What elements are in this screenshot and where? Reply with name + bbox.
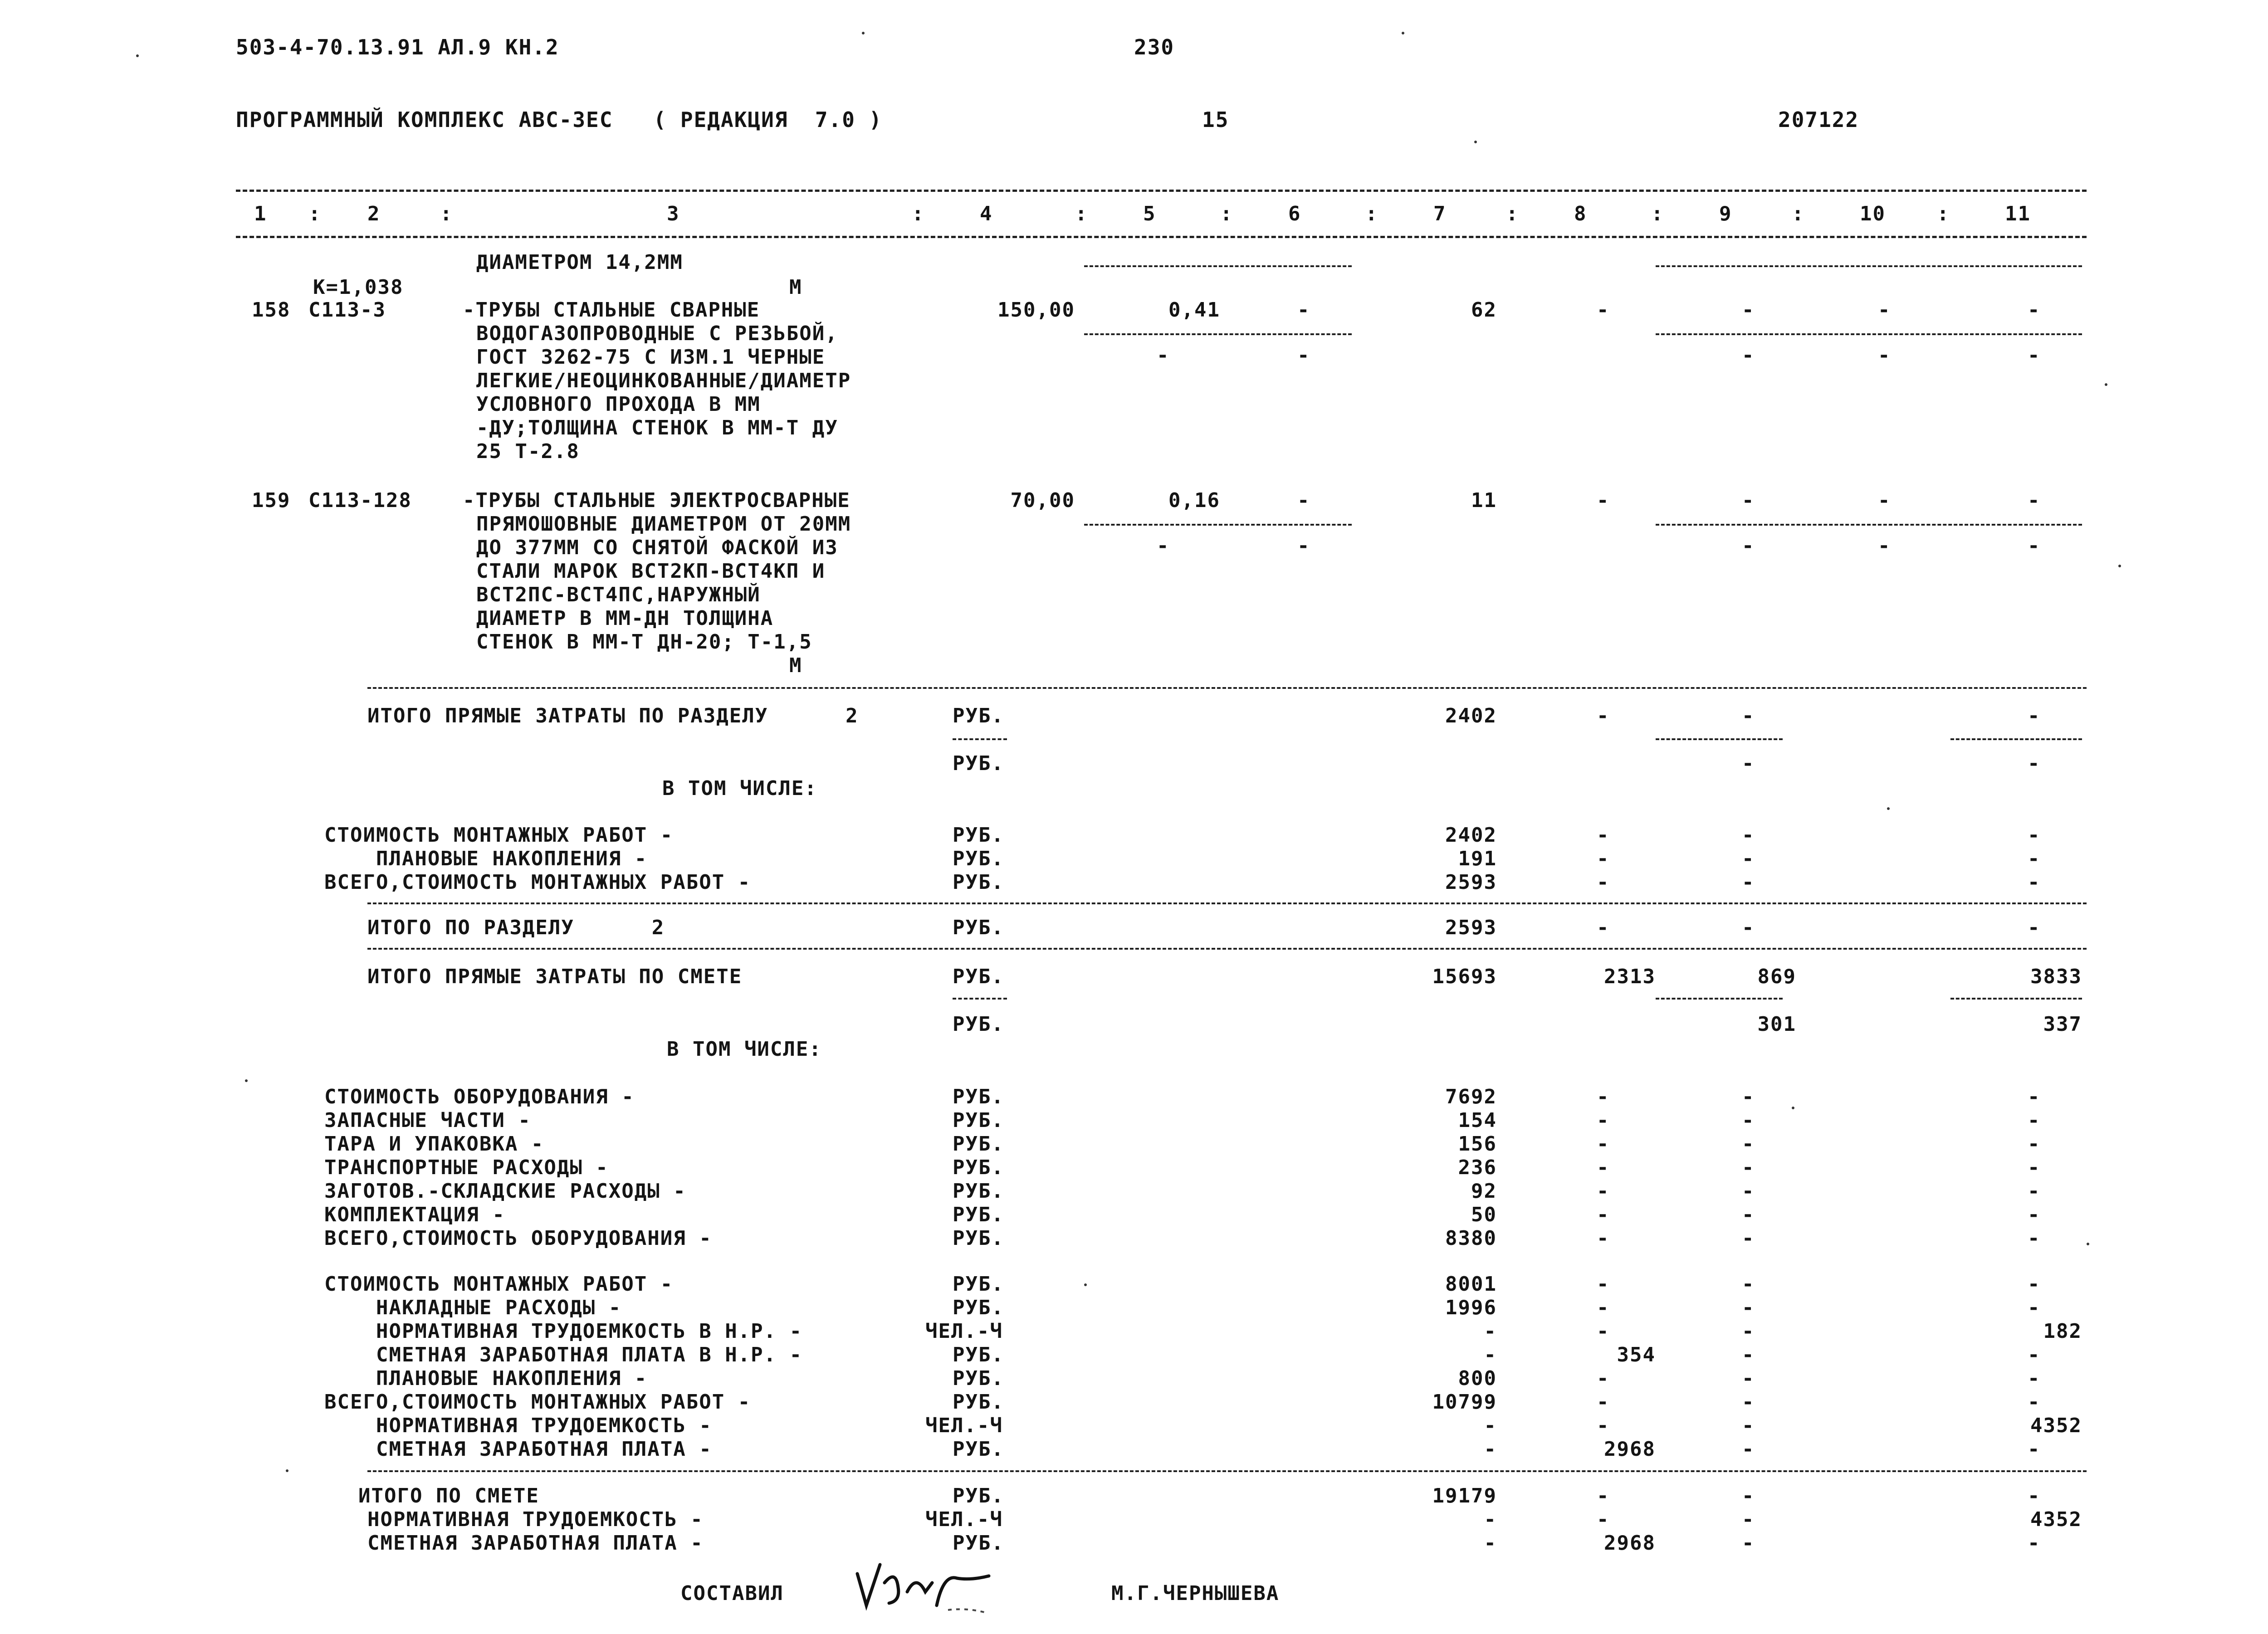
cell-value: 11 [1471, 489, 1497, 512]
unit-label: РУБ. [953, 1367, 1004, 1390]
unit-label: РУБ. [953, 704, 1004, 727]
cell-value: - [1597, 1085, 1610, 1108]
cell-value: - [2028, 1132, 2041, 1156]
cell-value: - [1742, 1156, 1755, 1179]
item-number: 158 [252, 298, 291, 322]
cell-value: - [1742, 871, 1755, 894]
row-label: НОРМАТИВНАЯ ТРУДОЕМКОСТЬ В Н.Р. - [324, 1320, 803, 1343]
cell-value: - [1597, 871, 1610, 894]
column-header: 5 [1143, 202, 1156, 225]
cell-value: - [1484, 1343, 1497, 1366]
column-header: 6 [1288, 202, 1301, 225]
cell-value: - [2028, 1438, 2041, 1461]
cell-value: - [1597, 1390, 1610, 1414]
unit-label: РУБ. [953, 847, 1004, 870]
section-rule [367, 948, 2087, 950]
column-separator: : [1220, 202, 1233, 225]
section-rule [367, 902, 2087, 904]
unit-label: ЧЕЛ.-Ч [925, 1414, 1003, 1437]
cell-value: - [1484, 1320, 1497, 1343]
doc-code: 503-4-70.13.91 АЛ.9 КН.2 [236, 35, 559, 59]
cell-value: - [2028, 1296, 2041, 1319]
cell-value: - [2028, 1180, 2041, 1203]
item-description-line: ЛЕГКИЕ/НЕОЦИНКОВАННЫЕ/ДИАМЕТР [476, 369, 851, 392]
item-description-line: СТАЛИ МАРОК ВСТ2КП-ВСТ4КП И [476, 560, 826, 583]
row-label: НОРМАТИВНАЯ ТРУДОЕМКОСТЬ - [367, 1508, 704, 1531]
column-header: 7 [1433, 202, 1447, 225]
scan-speck [136, 54, 139, 57]
cell-value: - [1597, 1508, 1610, 1531]
cell-value: - [1597, 489, 1610, 512]
unit-label: РУБ. [953, 1390, 1004, 1414]
cell-value: - [2028, 824, 2041, 847]
cell-value: 1996 [1445, 1296, 1497, 1319]
cell-value: - [1597, 1156, 1610, 1179]
unit-label: РУБ. [953, 1438, 1004, 1461]
cell-value: - [1597, 1273, 1610, 1296]
row-label: ТРАНСПОРТНЫЕ РАСХОДЫ - [324, 1156, 609, 1179]
row-label: ВСЕГО,СТОИМОСТЬ ОБОРУДОВАНИЯ - [324, 1227, 712, 1250]
cell-value: - [1742, 1085, 1755, 1108]
cell-value: - [2028, 847, 2041, 870]
unit-label: РУБ. [953, 1532, 1004, 1555]
item-description-line: УСЛОВНОГО ПРОХОДА В ММ [476, 393, 761, 416]
cell-value: 156 [1458, 1132, 1497, 1156]
unit-label: РУБ. [953, 1227, 1004, 1250]
cell-value: - [1742, 1320, 1755, 1343]
cell-value: - [1484, 1532, 1497, 1555]
coefficient: К=1,038 [313, 276, 404, 299]
including-label: В ТОМ ЧИСЛЕ: [662, 777, 817, 800]
unit-label: ЧЕЛ.-Ч [925, 1320, 1003, 1343]
cell-value: 800 [1458, 1367, 1497, 1390]
unit-label: РУБ. [953, 916, 1004, 939]
cell-rule [953, 738, 1007, 740]
column-separator: : [1651, 202, 1664, 225]
cell-value: - [1742, 1109, 1755, 1132]
cell-value: 2593 [1445, 916, 1497, 939]
item-description-line: -ТРУБЫ СТАЛЬНЫЕ СВАРНЫЕ [463, 298, 760, 322]
cell-value: - [1597, 1203, 1610, 1226]
cell-value: - [1742, 824, 1755, 847]
cell-value: - [2028, 1273, 2041, 1296]
cell-value: - [1597, 1109, 1610, 1132]
cell-value: 7692 [1445, 1085, 1497, 1108]
including-label: В ТОМ ЧИСЛЕ: [667, 1038, 822, 1061]
cell-rule [1950, 998, 2082, 1000]
cell-value: 354 [1617, 1343, 1656, 1366]
cell-value: - [2028, 1156, 2041, 1179]
row-label: ЗАГОТОВ.-СКЛАДСКИЕ РАСХОДЫ - [324, 1180, 686, 1203]
item-code: С113-3 [308, 298, 386, 322]
cell-value: - [1742, 1132, 1755, 1156]
cell-value: - [1597, 1132, 1610, 1156]
cell-value: 154 [1458, 1109, 1497, 1132]
cell-value: 337 [2043, 1013, 2082, 1036]
cell-value: - [1597, 824, 1610, 847]
item-quantity: 70,00 [1010, 489, 1075, 512]
item-number: 159 [252, 489, 291, 512]
cell-value: 301 [1757, 1013, 1796, 1036]
cell-rule [1656, 738, 1783, 740]
row-label: ТАРА И УПАКОВКА - [324, 1132, 544, 1156]
cell-value: - [2028, 1109, 2041, 1132]
cell-value: - [1742, 916, 1755, 939]
cell-value: - [2028, 704, 2041, 727]
cell-value: - [1597, 1227, 1610, 1250]
column-header: 1 [254, 202, 267, 225]
cell-value: - [2028, 916, 2041, 939]
cell-value: - [2028, 1390, 2041, 1414]
estimate-direct-label: ИТОГО ПРЯМЫЕ ЗАТРАТЫ ПО СМЕТЕ [367, 965, 743, 988]
cell-value: - [1297, 534, 1310, 557]
cell-value: 92 [1471, 1180, 1497, 1203]
unit-label: РУБ. [953, 1273, 1004, 1296]
compiler-name: М.Г.ЧЕРНЫШЕВА [1111, 1582, 1280, 1605]
item-description-line: -ДУ;ТОЛЩИНА СТЕНОК В ММ-Т ДУ [476, 416, 838, 439]
cell-value: - [1597, 847, 1610, 870]
row-label: ПЛАНОВЫЕ НАКОПЛЕНИЯ - [324, 1367, 648, 1390]
row-label: ИТОГО ПО СМЕТЕ [358, 1484, 539, 1507]
unit-label: РУБ. [953, 1343, 1004, 1366]
cell-value: - [1742, 534, 1755, 557]
cell-value: - [1597, 1484, 1610, 1507]
cell-value: - [1742, 1180, 1755, 1203]
scan-speck [1474, 141, 1477, 143]
cell-value: - [1742, 847, 1755, 870]
cell-value: 50 [1471, 1203, 1497, 1226]
item-description-line: ВСТ2ПС-ВСТ4ПС,НАРУЖНЫЙ [476, 583, 761, 606]
column-header: 9 [1719, 202, 1732, 225]
scan-speck [286, 1469, 288, 1472]
cell-value: - [1742, 1227, 1755, 1250]
unit-label: М [789, 276, 802, 299]
cell-value: - [1597, 916, 1610, 939]
column-separator: : [1365, 202, 1378, 225]
row-label: ВСЕГО,СТОИМОСТЬ МОНТАЖНЫХ РАБОТ - [324, 1390, 751, 1414]
unit-label: РУБ. [953, 871, 1004, 894]
column-header: 8 [1574, 202, 1587, 225]
column-header: 2 [367, 202, 381, 225]
column-separator: : [1937, 202, 1950, 225]
cell-value: 62 [1471, 298, 1497, 322]
cell-value: 4352 [2030, 1414, 2082, 1437]
item-description-line: ВОДОГАЗОПРОВОДНЫЕ С РЕЗЬБОЙ, [476, 322, 838, 345]
cell-value: 8001 [1445, 1273, 1497, 1296]
row-label: НАКЛАДНЫЕ РАСХОДЫ - [324, 1296, 622, 1319]
row-label: КОМПЛЕКТАЦИЯ - [324, 1203, 505, 1226]
cell-value: - [1484, 1508, 1497, 1531]
cell-value: - [1878, 298, 1891, 322]
unit-label: РУБ. [953, 1296, 1004, 1319]
cell-value: - [1742, 1414, 1755, 1437]
item-quantity: 150,00 [997, 298, 1075, 322]
row-label: ЗАПАСНЫЕ ЧАСТИ - [324, 1109, 531, 1132]
handwritten-signature-icon [853, 1556, 1043, 1624]
unit-label: РУБ. [953, 1109, 1004, 1132]
cell-value: - [1742, 1438, 1755, 1461]
scan-speck [2087, 1243, 2089, 1245]
scan-speck [245, 1079, 248, 1082]
unit-label: РУБ. [953, 1203, 1004, 1226]
cell-value: 236 [1458, 1156, 1497, 1179]
item-description-line: 25 Т-2.8 [476, 440, 580, 463]
unit-label: РУБ. [953, 1156, 1004, 1179]
unit-label: РУБ. [953, 752, 1004, 775]
cell-value: - [2028, 871, 2041, 894]
cell-value: - [1742, 344, 1755, 367]
section-rule [367, 1470, 2087, 1472]
sheet-number: 15 [1202, 107, 1229, 132]
row-label: СТОИМОСТЬ МОНТАЖНЫХ РАБОТ - [324, 1273, 674, 1296]
cell-value: - [1742, 1484, 1755, 1507]
cell-value: - [1742, 1296, 1755, 1319]
row-label: СМЕТНАЯ ЗАРАБОТНАЯ ПЛАТА - [367, 1532, 704, 1555]
continuation-text: ДИАМЕТРОМ 14,2ММ [476, 251, 683, 274]
cell-rule [1656, 524, 2082, 526]
cell-value: 19179 [1432, 1484, 1497, 1507]
item-description-line: ДО 377ММ СО СНЯТОЙ ФАСКОЙ ИЗ [476, 536, 838, 559]
cell-value: - [2028, 752, 2041, 775]
item-description-line: СТЕНОК В ММ-Т ДН-20; Т-1,5 [476, 630, 812, 654]
cell-rule [1656, 265, 2082, 267]
item-code: С113-128 [308, 489, 412, 512]
row-label: СТОИМОСТЬ ОБОРУДОВАНИЯ - [324, 1085, 635, 1108]
unit-label: РУБ. [953, 1085, 1004, 1108]
column-separator: : [912, 202, 925, 225]
cell-value: - [1597, 704, 1610, 727]
cell-value: - [2028, 1484, 2041, 1507]
cell-value: 2313 [1604, 965, 1656, 988]
cell-rule [1656, 333, 2082, 335]
column-separator: : [1506, 202, 1519, 225]
scan-speck [1792, 1107, 1794, 1109]
cell-value: - [1742, 1390, 1755, 1414]
cell-value: - [1742, 1532, 1755, 1555]
cell-rule [1950, 738, 2082, 740]
unit-label: РУБ. [953, 824, 1004, 847]
cell-rule [1084, 265, 1352, 267]
item-description-line: ГОСТ 3262-75 С И3М.1 ЧЕРНЫЕ [476, 346, 826, 369]
cell-value: 2968 [1604, 1532, 1656, 1555]
cell-value: - [1742, 752, 1755, 775]
cell-value: 15693 [1432, 965, 1497, 988]
section-rule [367, 687, 2087, 689]
cell-value: 182 [2043, 1320, 2082, 1343]
cell-value: - [1878, 489, 1891, 512]
unit-label: РУБ. [953, 1132, 1004, 1156]
item-description-line: -ТРУБЫ СТАЛЬНЫЕ ЭЛЕКТРОСВАРНЫЕ [463, 489, 850, 512]
cell-value: - [2028, 534, 2041, 557]
cell-value: 10799 [1432, 1390, 1497, 1414]
cell-value: - [1742, 1273, 1755, 1296]
cell-value: - [1484, 1438, 1497, 1461]
cell-value: 2968 [1604, 1438, 1656, 1461]
cell-value: - [2028, 1203, 2041, 1226]
column-header: 3 [667, 202, 680, 225]
column-separator: : [440, 202, 453, 225]
cell-value: - [1742, 1367, 1755, 1390]
cell-value: - [1157, 344, 1170, 367]
column-separator: : [1075, 202, 1088, 225]
cell-value: - [2028, 489, 2041, 512]
unit-label: ЧЕЛ.-Ч [925, 1508, 1003, 1531]
cell-value: 869 [1757, 965, 1796, 988]
column-header: 4 [980, 202, 993, 225]
item-description-line: ПРЯМОШОВНЫЕ ДИАМЕТРОМ ОТ 20ММ [476, 512, 851, 536]
column-header: 10 [1860, 202, 1886, 225]
doc-id: 207122 [1778, 107, 1859, 132]
cell-value: 3833 [2030, 965, 2082, 988]
column-header: 11 [2005, 202, 2031, 225]
cell-value: - [1742, 1203, 1755, 1226]
cell-value: - [1157, 534, 1170, 557]
row-label: СМЕТНАЯ ЗАРАБОТНАЯ ПЛАТА - [324, 1438, 712, 1461]
cell-value: - [1597, 298, 1610, 322]
scan-speck [1084, 1283, 1087, 1286]
unit-label: РУБ. [953, 1484, 1004, 1507]
item-price: 0,41 [1168, 298, 1220, 322]
cell-value: - [1597, 1367, 1610, 1390]
cell-rule [1656, 998, 1783, 1000]
unit-label: РУБ. [953, 1013, 1004, 1036]
cell-value: - [1878, 344, 1891, 367]
item-price: 0,16 [1168, 489, 1220, 512]
cell-value: 191 [1458, 847, 1497, 870]
scan-speck [2118, 565, 2121, 567]
cell-value: - [1742, 1508, 1755, 1531]
cell-value: - [1742, 489, 1755, 512]
program-title: ПРОГРАММНЫЙ КОМПЛЕКС АВС-3ЕС ( РЕДАКЦИЯ 7.0 ) [236, 107, 883, 132]
cell-value: - [1484, 1414, 1497, 1437]
cell-rule [1084, 333, 1352, 335]
unit-label: РУБ. [953, 965, 1004, 988]
section-direct-label: ИТОГО ПРЯМЫЕ ЗАТРАТЫ ПО РАЗДЕЛУ 2 [367, 704, 859, 727]
cell-value: - [1878, 534, 1891, 557]
row-label: НОРМАТИВНАЯ ТРУДОЕМКОСТЬ - [324, 1414, 712, 1437]
cell-rule [1084, 524, 1352, 526]
cell-value: - [2028, 1343, 2041, 1366]
cell-value: - [1597, 1414, 1610, 1437]
scan-speck [1402, 32, 1404, 34]
cell-value: - [2028, 1532, 2041, 1555]
unit-label: РУБ. [953, 1180, 1004, 1203]
unit-label: М [789, 654, 802, 677]
page-number: 230 [1134, 35, 1175, 59]
row-label: ПЛАНОВЫЕ НАКОПЛЕНИЯ - [324, 847, 648, 870]
cell-value: - [1742, 298, 1755, 322]
cell-value: - [1597, 1180, 1610, 1203]
cell-value: - [1297, 489, 1310, 512]
cell-value: - [2028, 1227, 2041, 1250]
cell-value: - [1297, 298, 1310, 322]
cell-value: 8380 [1445, 1227, 1497, 1250]
scan-speck [1887, 807, 1890, 810]
cell-value: - [1742, 704, 1755, 727]
cell-value: - [2028, 1367, 2041, 1390]
cell-value: - [2028, 344, 2041, 367]
cell-rule [953, 998, 1007, 1000]
cell-value: 2402 [1445, 704, 1497, 727]
cell-value: - [1597, 1296, 1610, 1319]
scan-speck [2105, 383, 2107, 386]
cell-value: - [1597, 1320, 1610, 1343]
item-description-line: ДИАМЕТР В ММ-ДН ТОЛЩИНА [476, 607, 774, 630]
cell-value: 2402 [1445, 824, 1497, 847]
cell-value: - [2028, 298, 2041, 322]
cell-value: - [1297, 344, 1310, 367]
cell-value: - [2028, 1085, 2041, 1108]
scan-speck [862, 32, 865, 34]
header-bottom-rule [236, 236, 2087, 238]
row-label: СТОИМОСТЬ МОНТАЖНЫХ РАБОТ - [324, 824, 674, 847]
row-label: СМЕТНАЯ ЗАРАБОТНАЯ ПЛАТА В Н.Р. - [324, 1343, 803, 1366]
cell-value: - [1742, 1343, 1755, 1366]
column-separator: : [308, 202, 322, 225]
compiled-label: СОСТАВИЛ [680, 1582, 784, 1605]
column-separator: : [1792, 202, 1805, 225]
section-total-label: ИТОГО ПО РАЗДЕЛУ 2 [367, 916, 665, 939]
cell-value: 4352 [2030, 1508, 2082, 1531]
row-label: ВСЕГО,СТОИМОСТЬ МОНТАЖНЫХ РАБОТ - [324, 871, 751, 894]
table-top-rule [236, 190, 2087, 192]
cell-value: 2593 [1445, 871, 1497, 894]
